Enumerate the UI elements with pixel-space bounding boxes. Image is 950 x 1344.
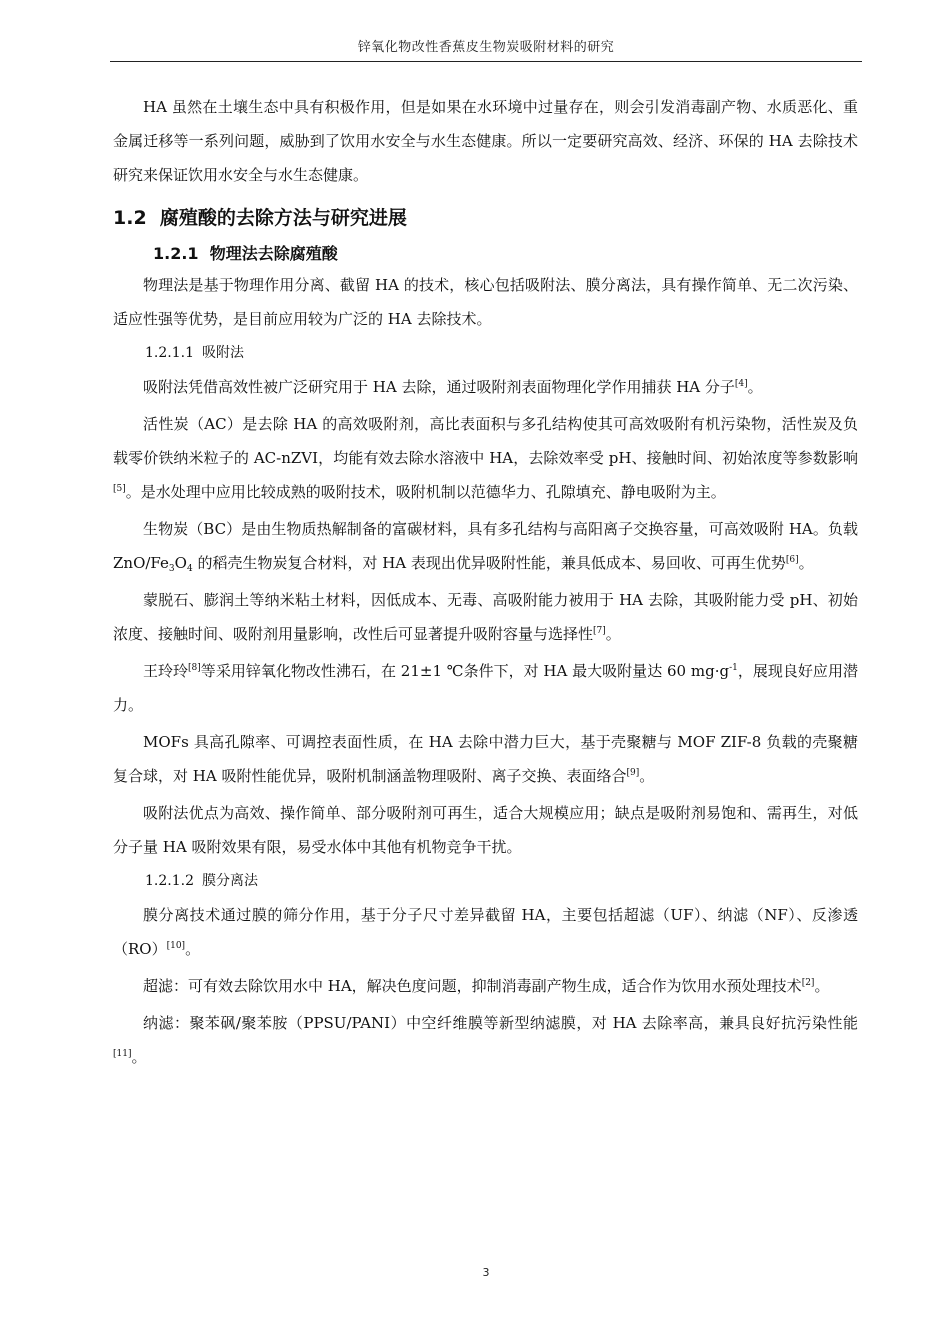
citation: [6] — [785, 555, 799, 565]
text: 。 — [639, 767, 655, 785]
citation: [2] — [801, 978, 815, 988]
paragraph-nanofiltration — [113, 1006, 858, 1074]
text: 。 — [747, 378, 763, 396]
subsubsection-number: 1.2.1.1 — [145, 345, 194, 361]
subsection-number: 1.2.1 — [153, 244, 199, 263]
citation: [11] — [113, 1049, 132, 1059]
paragraph-zeolite — [113, 654, 858, 722]
text: 王玲玲 — [143, 662, 189, 680]
subsubsection-heading-1-2-1-1 — [145, 336, 858, 370]
text: 等采用锌氧化物改性沸石，在 21±1 ℃条件下，对 HA 最大吸附量达 60 mg·g — [200, 662, 730, 680]
text: 。 — [131, 1048, 147, 1066]
subsubsection-number: 1.2.1.2 — [145, 873, 194, 889]
citation: [10] — [166, 941, 186, 951]
section-heading-1-2 — [113, 206, 858, 230]
citation: [9] — [626, 768, 640, 778]
citation: [7] — [593, 626, 606, 636]
text: 膜分离技术通过膜的筛分作用，基于分子尺寸差异截留 HA，主要包括超滤（UF）、纳滤（NF）、反渗透（RO） — [113, 906, 858, 958]
superscript: -1 — [729, 663, 738, 673]
header-rule — [110, 61, 862, 62]
subscript: 3 — [168, 564, 175, 574]
paragraph-mofs — [113, 725, 858, 793]
paragraph-clay — [113, 583, 858, 651]
text: 。 — [185, 940, 201, 958]
text: 。 — [814, 977, 830, 995]
text: 的稻壳生物炭复合材料，对 HA 表现出优异吸附性能，兼具低成本、易回收、可再生优势 — [192, 554, 786, 572]
page-body — [113, 90, 858, 1074]
paragraph-adsorption-summary: 吸附法优点为高效、操作简单、部分吸附剂可再生，适合大规模应用；缺点是吸附剂易饱和、需再生，对低分子量 HA 吸附效果有限，易受水体中其他有机物竞争干扰。 — [113, 804, 858, 856]
citation: [4] — [734, 379, 748, 389]
subsection-title: 物理法去除腐殖酸 — [209, 244, 338, 263]
text: 。 — [798, 554, 814, 572]
page-number: 3 — [482, 1266, 490, 1279]
subsubsection-title: 吸附法 — [201, 345, 244, 361]
subsubsection-heading-1-2-1-2 — [145, 864, 858, 898]
text: MOFs 具高孔隙率、可调控表面性质，在 HA 去除中潜力巨大，基于壳聚糖与 MOF ZIF-8 负载的壳聚糖复合球，对 HA 吸附性能优异，吸附机制涵盖物理吸附、离子交换、表面络合 — [113, 733, 858, 785]
paragraph-ultrafiltration — [113, 969, 858, 1003]
text: 蒙脱石、膨润土等纳米粘土材料，因低成本、无毒、高吸附能力被用于 HA 去除，其吸附能力受 pH、初始浓度、接触时间、吸附剂用量影响，改性后可显著提升吸附容量与选择性 — [113, 591, 858, 643]
paragraph-biochar — [113, 512, 858, 580]
paragraph-membrane-intro — [113, 898, 858, 966]
running-header: 锌氧化物改性香蕉皮生物炭吸附材料的研究 — [357, 40, 615, 55]
subscript: 4 — [186, 564, 193, 574]
text: 纳滤：聚苯砜/聚苯胺（PPSU/PANI）中空纤维膜等新型纳滤膜，对 HA 去除率高，兼具良好抗污染性能 — [143, 1014, 858, 1032]
text: 活性炭（AC）是去除 HA 的高效吸附剂，高比表面积与多孔结构使其可高效吸附有机污染物，活性炭及负载零价铁纳米粒子的 AC-nZVI，均能有效去除水溶液中 HA，去除效率受 pH、接触时间、初始浓度等参数影响 — [113, 415, 858, 467]
citation: [8] — [188, 663, 201, 673]
paragraph-adsorption-intro — [113, 370, 858, 404]
text: ，展现良好应用潜力。 — [113, 662, 858, 714]
text: 生物炭（BC）是由生物质热解制备的富碳材料，具有多孔结构与高阳离子交换容量，可高效吸附 HA。负载 ZnO/Fe — [113, 520, 858, 572]
subsection-heading-1-2-1 — [153, 242, 858, 266]
section-number: 1.2 — [113, 207, 147, 229]
paragraph-physical-intro: 物理法是基于物理作用分离、截留 HA 的技术，核心包括吸附法、膜分离法，具有操作简单、无二次污染、适应性强等优势，是目前应用较为广泛的 HA 去除技术。 — [113, 276, 858, 328]
text: 。 — [605, 625, 621, 643]
section-title: 腐殖酸的去除方法与研究进展 — [159, 207, 407, 229]
paragraph-intro: HA 虽然在土壤生态中具有积极作用，但是如果在水环境中过量存在，则会引发消毒副产物、水质恶化、重金属迁移等一系列问题，威胁到了饮用水安全与水生态健康。所以一定要研究高效、经济、环保的 HA 去除技术研究来保证饮用水安全与水生态健康。 — [113, 98, 858, 184]
text: 超滤：可有效去除饮用水中 HA，解决色度问题，抑制消毒副产物生成，适合作为饮用水预处理技术 — [143, 977, 802, 995]
text: O — [174, 554, 187, 572]
text: 。是水处理中应用比较成熟的吸附技术，吸附机制以范德华力、孔隙填充、静电吸附为主。 — [125, 483, 726, 501]
text: 吸附法凭借高效性被广泛研究用于 HA 去除，通过吸附剂表面物理化学作用捕获 HA 分子 — [143, 378, 735, 396]
subsubsection-title: 膜分离法 — [201, 873, 258, 889]
paragraph-activated-carbon — [113, 407, 858, 509]
citation: [5] — [113, 484, 126, 494]
